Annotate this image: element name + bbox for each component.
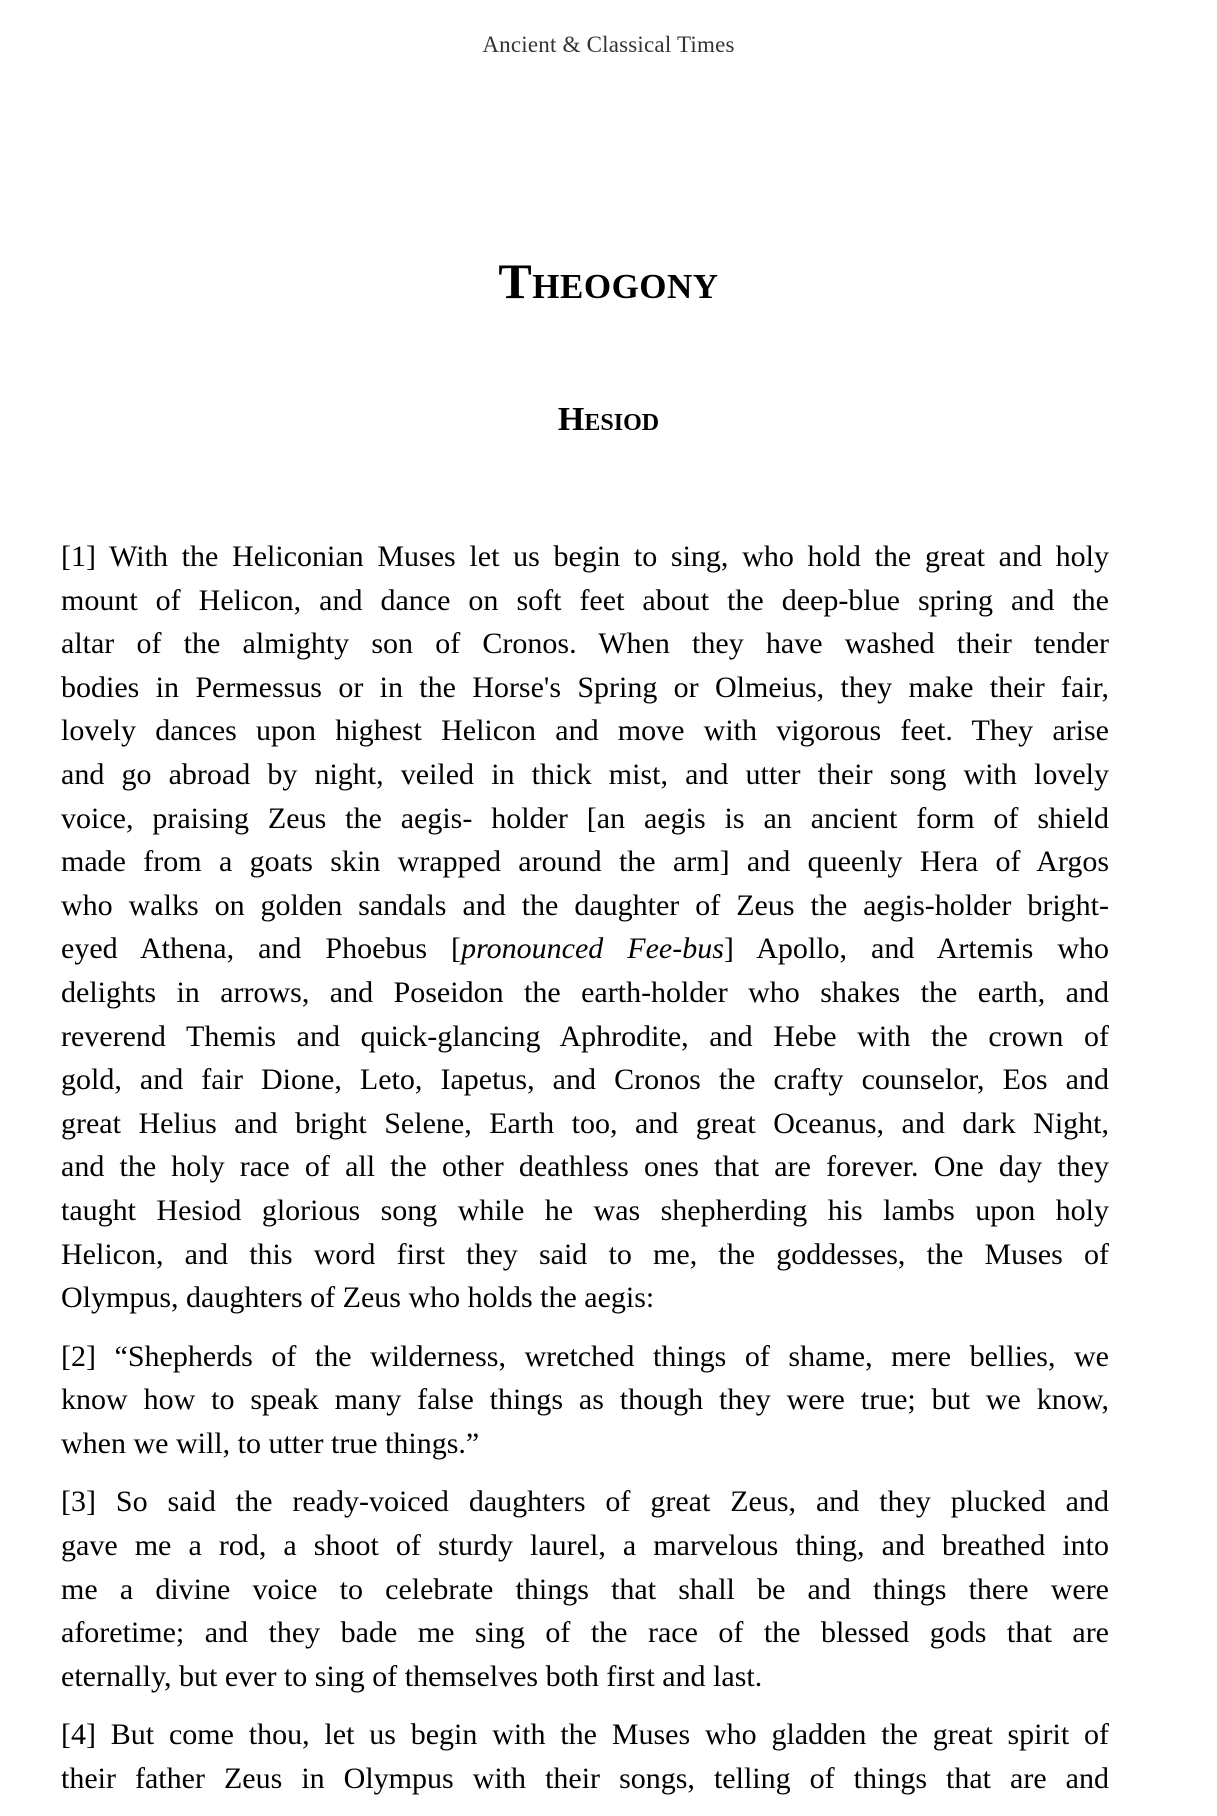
- text-line: great Helius and bright Selene, Earth too, and great Oceanus, and dark Night,: [61, 1106, 1109, 1140]
- text-line: gold, and fair Dione, Leto, Iapetus, and Cronos the crafty counselor, Eos and: [61, 1063, 1109, 1097]
- paragraph-2: [61, 1335, 1109, 1466]
- text-line: [4] But come thou, let us begin with the Muses who gladden the great spirit of: [61, 1718, 1109, 1752]
- text-line: Olympus, daughters of Zeus who holds the aegis:: [61, 1281, 655, 1315]
- text-line: mount of Helicon, and dance on soft feet about the deep-blue spring and the: [61, 583, 1109, 617]
- text-line: and the holy race of all the other deathless ones that are forever. One day they: [61, 1150, 1109, 1184]
- text-segment: eyed Athena, and Phoebus [: [61, 932, 462, 966]
- text-line: altar of the almighty son of Cronos. When they have washed their tender: [61, 627, 1109, 661]
- text-line: and go abroad by night, veiled in thick mist, and utter their song with lovely: [61, 757, 1109, 791]
- paragraph-3: [61, 1480, 1109, 1698]
- paragraph-4: [61, 1713, 1109, 1800]
- document-author: Hesiod: [557, 401, 660, 438]
- running-header: Ancient & Classical Times: [482, 32, 735, 57]
- text-segment: ] Apollo, and Artemis who: [723, 932, 1109, 966]
- text-line: gave me a rod, a shoot of sturdy laurel, a marvelous thing, and breathed into: [61, 1529, 1109, 1563]
- text-line: lovely dances upon highest Helicon and move with vigorous feet. They arise: [61, 714, 1109, 748]
- body-text: [61, 535, 1109, 1816]
- paragraph-1: [61, 535, 1109, 1320]
- text-line: eternally, but ever to sing of themselves both first and last.: [61, 1659, 763, 1693]
- text-line: their father Zeus in Olympus with their songs, telling of things that are and: [61, 1762, 1109, 1796]
- text-line: aforetime; and they bade me sing of the race of the blessed gods that are: [61, 1616, 1109, 1650]
- document-title: Theogony: [498, 253, 719, 309]
- text-line: when we will, to utter true things.”: [61, 1426, 480, 1460]
- text-line: [2] “Shepherds of the wilderness, wretched things of shame, mere bellies, we: [61, 1339, 1109, 1373]
- pronunciation-note: pronounced Fee-bus: [461, 932, 724, 966]
- text-line-with-italic: [61, 927, 1109, 971]
- text-line: know how to speak many false things as though they were true; but we know,: [61, 1383, 1109, 1417]
- text-line: taught Hesiod glorious song while he was shepherding his lambs upon holy: [61, 1193, 1109, 1227]
- text-line: voice, praising Zeus the aegis- holder [an aegis is an ancient form of shield: [61, 801, 1109, 835]
- text-line: [3] So said the ready-voiced daughters of great Zeus, and they plucked and: [61, 1485, 1109, 1519]
- text-line: Helicon, and this word first they said to me, the goddesses, the Muses of: [61, 1237, 1109, 1271]
- text-line: [1] With the Heliconian Muses let us begin to sing, who hold the great and holy: [61, 540, 1109, 573]
- text-line: delights in arrows, and Poseidon the earth-holder who shakes the earth, and: [61, 975, 1109, 1009]
- text-line: made from a goats skin wrapped around the arm] and queenly Hera of Argos: [61, 845, 1109, 879]
- text-line: me a divine voice to celebrate things that shall be and things there were: [61, 1572, 1109, 1606]
- text-line: bodies in Permessus or in the Horse's Spring or Olmeius, they make their fair,: [61, 670, 1109, 704]
- text-line: reverend Themis and quick-glancing Aphrodite, and Hebe with the crown of: [61, 1019, 1109, 1053]
- text-line: who walks on golden sandals and the daughter of Zeus the aegis-holder bright-: [61, 888, 1109, 922]
